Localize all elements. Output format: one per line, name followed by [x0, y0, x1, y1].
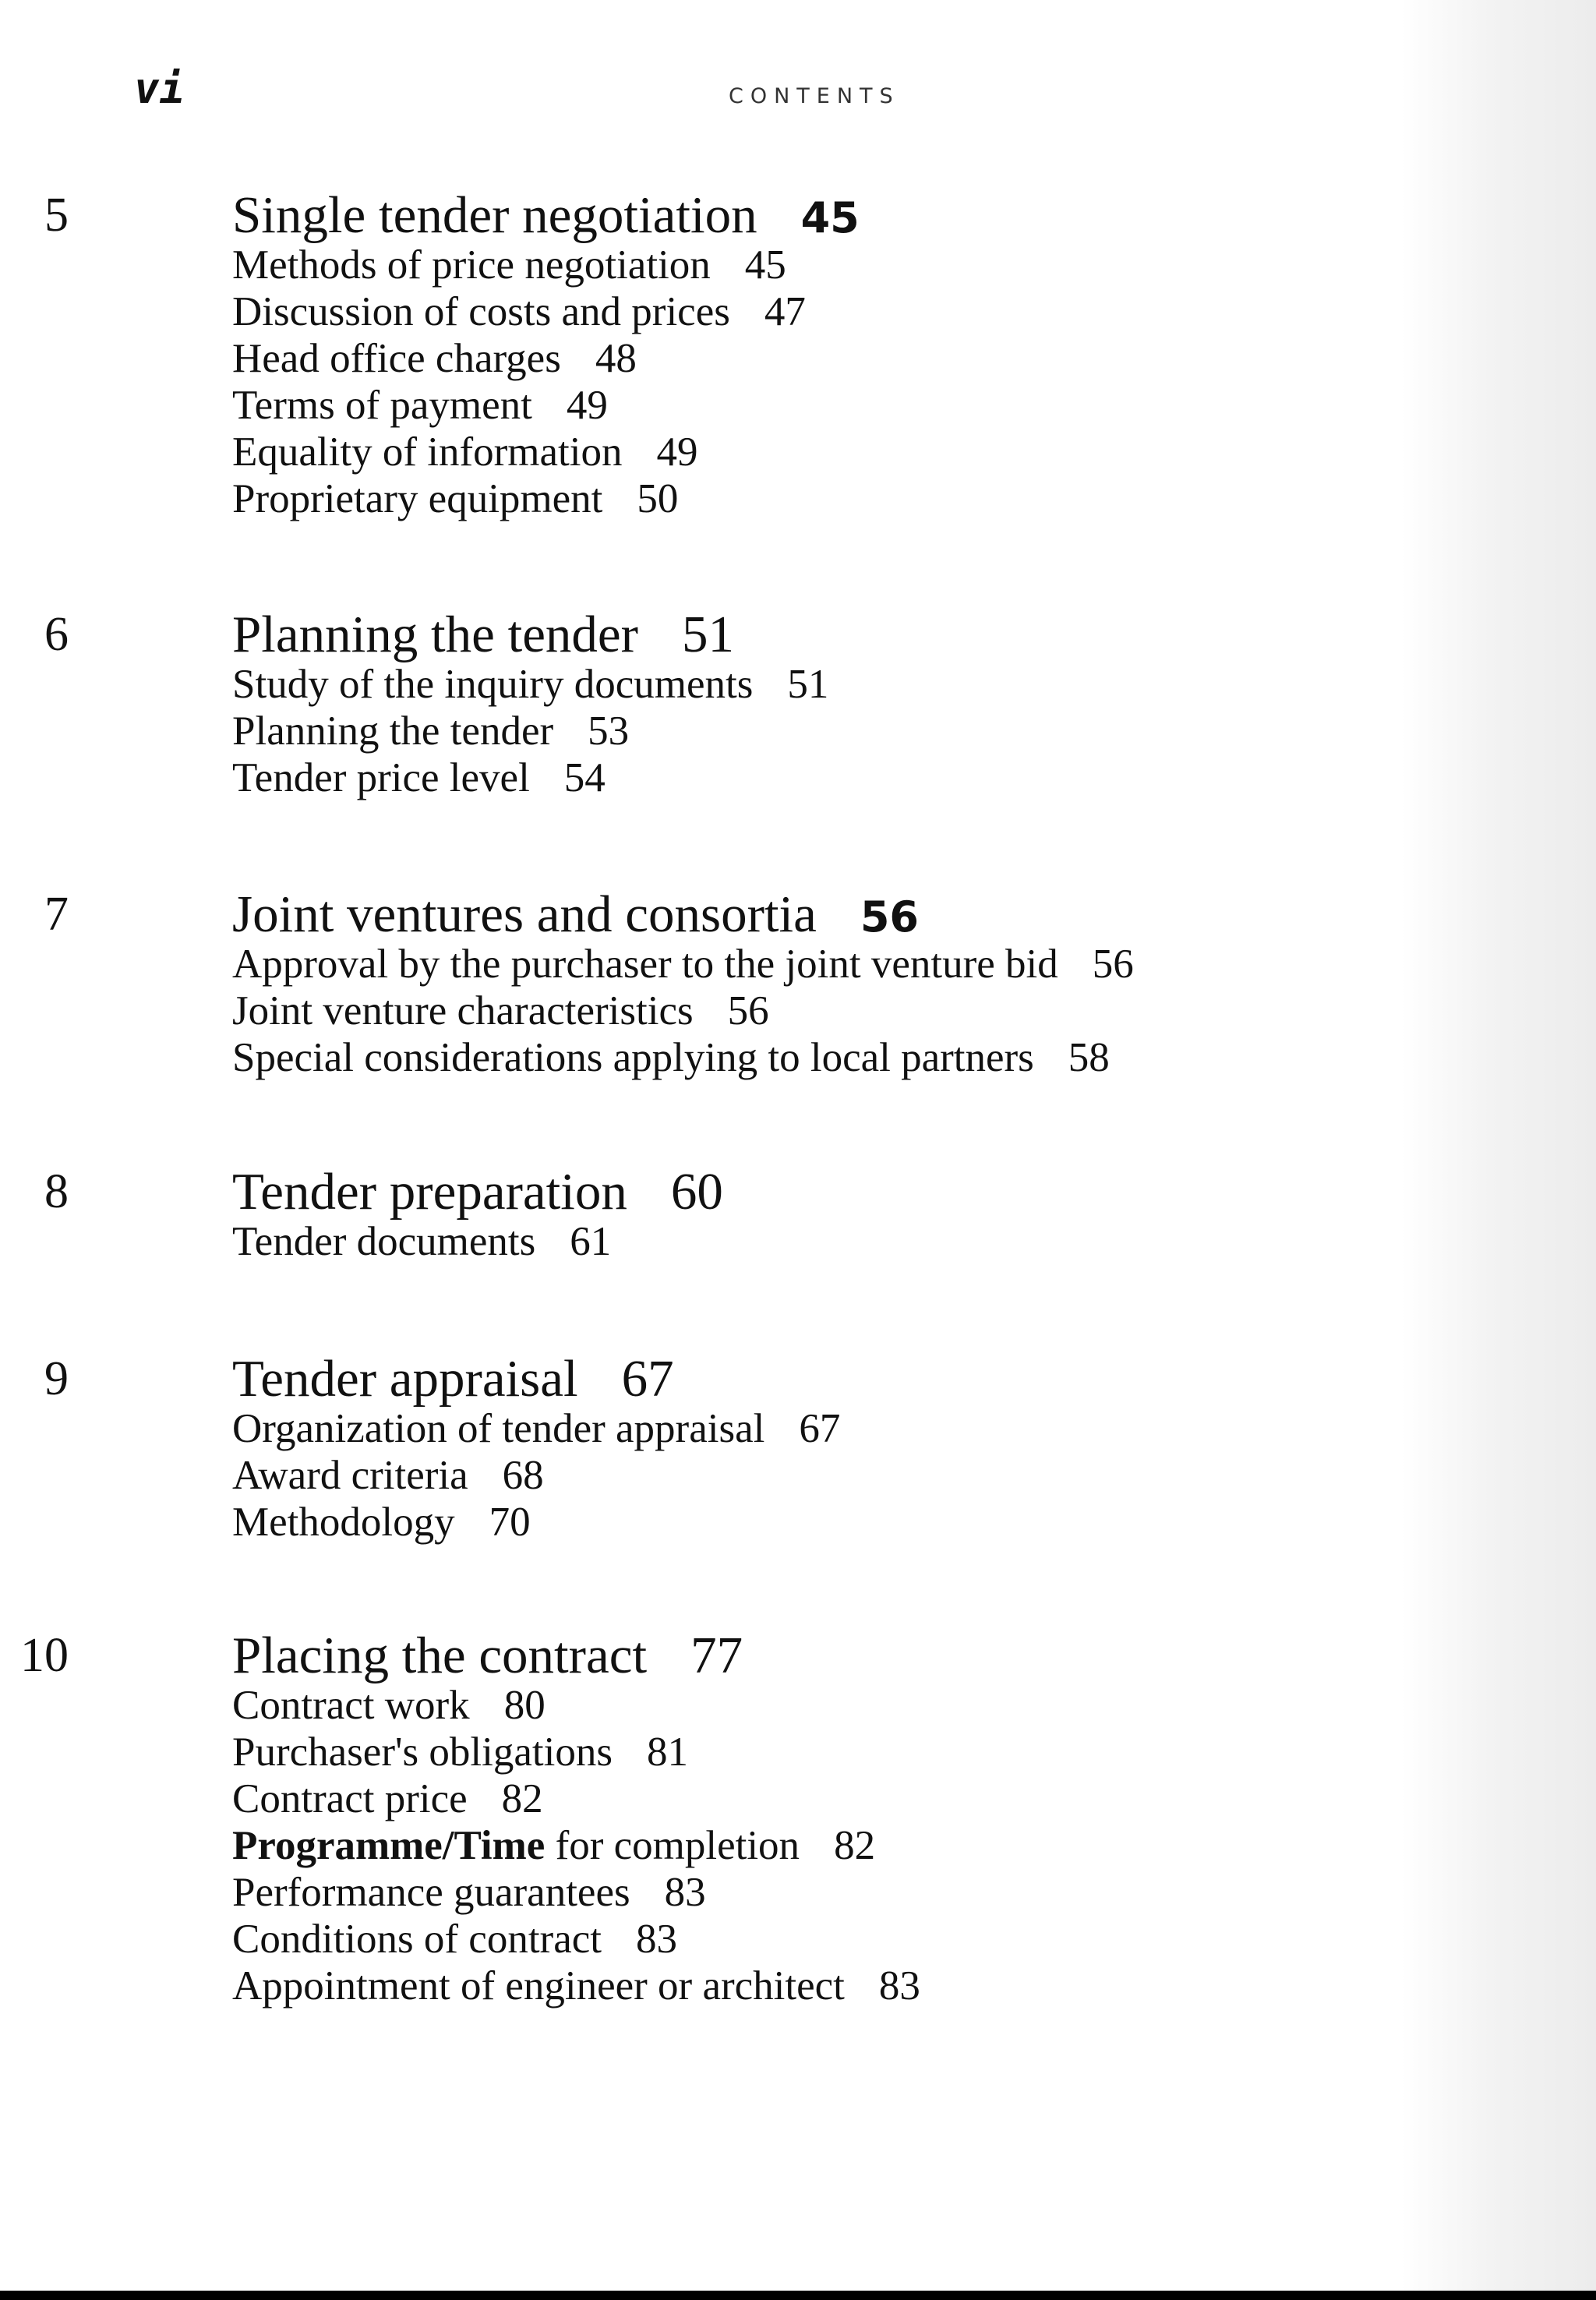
section-entry[interactable]: Approval by the purchaser to the joint venture bid 56	[232, 942, 1134, 987]
chapter-page-number: 56	[860, 892, 920, 942]
section-entry[interactable]: Special considerations applying to local partners 58	[232, 1035, 1110, 1080]
section-page-number: 81	[646, 1729, 688, 1775]
chapter-heading[interactable]	[0, 885, 1481, 943]
chapter-title: Tender preparation 60	[232, 1163, 723, 1221]
section-entry[interactable]: Planning the tender 53	[232, 708, 630, 754]
chapter-page-number: 60	[670, 1163, 723, 1221]
section-page-number: 54	[563, 755, 606, 800]
chapter-heading[interactable]	[0, 1163, 1481, 1221]
section-page-number: 56	[727, 988, 769, 1033]
section-entry[interactable]: Performance guarantees 83	[232, 1870, 706, 1915]
section-list	[232, 941, 1481, 1081]
chapter-number: 6	[44, 608, 69, 661]
chapter-title: Placing the contract 77	[232, 1627, 743, 1684]
section-list	[232, 1682, 1481, 2009]
chapter-page-number: 77	[690, 1627, 743, 1684]
chapter-heading[interactable]	[0, 186, 1481, 244]
section-entry[interactable]: Contract work 80	[232, 1683, 546, 1728]
section-page-number: 50	[637, 476, 679, 521]
section-page-number: 49	[566, 383, 608, 428]
chapter-5	[0, 186, 1481, 522]
section-page-number: 83	[878, 1963, 920, 2009]
chapter-heading[interactable]	[0, 1629, 1481, 1682]
section-entry[interactable]: Programme/Time for completion 82	[232, 1823, 876, 1868]
chapter-title: Tender appraisal 67	[232, 1350, 674, 1408]
section-entry[interactable]: Award criteria 68	[232, 1453, 544, 1498]
section-page-number: 70	[489, 1500, 531, 1545]
section-page-number: 83	[635, 1917, 677, 1962]
section-page-number: 56	[1092, 942, 1134, 987]
section-entry[interactable]: Discussion of costs and prices 47	[232, 289, 806, 334]
section-page-number: 58	[1068, 1035, 1110, 1080]
section-page-number: 49	[656, 429, 698, 475]
section-list	[232, 242, 1481, 522]
chapter-10	[0, 1629, 1481, 2009]
chapter-number: 9	[44, 1352, 69, 1405]
section-list	[232, 1218, 1481, 1265]
section-entry[interactable]: Methods of price negotiation 45	[232, 242, 786, 288]
page-folio: vi	[134, 64, 185, 113]
chapter-title: Joint ventures and consortia 56	[232, 885, 920, 943]
chapter-page-number: 45	[800, 193, 860, 242]
section-entry[interactable]: Proprietary equipment 50	[232, 476, 679, 521]
section-page-number: 47	[764, 289, 806, 334]
chapter-page-number: 51	[681, 606, 734, 663]
section-page-number: 51	[787, 662, 829, 707]
section-page-number: 53	[588, 708, 630, 754]
section-entry[interactable]: Tender price level 54	[232, 755, 606, 800]
section-entry[interactable]: Head office charges 48	[232, 336, 637, 381]
section-entry[interactable]: Appointment of engineer or architect 83	[232, 1963, 920, 2009]
chapter-number: 7	[44, 888, 69, 941]
section-page-number: 80	[503, 1683, 546, 1728]
chapter-heading[interactable]	[0, 1350, 1481, 1408]
section-list	[232, 1405, 1481, 1546]
running-head: CONTENTS	[729, 84, 900, 108]
section-entry[interactable]: Study of the inquiry documents 51	[232, 662, 829, 707]
chapter-9	[0, 1352, 1481, 1546]
section-page-number: 82	[501, 1776, 543, 1821]
section-page-number: 83	[664, 1870, 706, 1915]
section-entry[interactable]: Methodology 70	[232, 1500, 531, 1545]
chapter-number: 10	[20, 1629, 69, 1682]
section-entry[interactable]: Tender documents 61	[232, 1219, 612, 1264]
section-page-number: 67	[799, 1406, 841, 1451]
chapter-7	[0, 885, 1481, 1081]
section-entry[interactable]: Purchaser's obligations 81	[232, 1729, 688, 1775]
section-entry[interactable]: Terms of payment 49	[232, 383, 608, 428]
scan-bottom-edge	[0, 2291, 1596, 2300]
chapter-heading[interactable]	[0, 608, 1481, 661]
chapter-title: Single tender negotiation 45	[232, 186, 860, 244]
chapter-number: 8	[44, 1165, 69, 1218]
section-entry[interactable]: Organization of tender appraisal 67	[232, 1406, 841, 1451]
chapter-title: Planning the tender 51	[232, 606, 734, 663]
section-page-number: 45	[744, 242, 786, 288]
section-page-number: 48	[595, 336, 637, 381]
section-page-number: 61	[570, 1219, 612, 1264]
section-entry[interactable]: Contract price 82	[232, 1776, 543, 1821]
chapter-page-number: 67	[621, 1350, 674, 1408]
section-entry[interactable]: Conditions of contract 83	[232, 1917, 677, 1962]
chapter-number: 5	[44, 189, 69, 242]
section-page-number: 82	[834, 1823, 876, 1868]
section-page-number: 68	[502, 1453, 544, 1498]
section-entry[interactable]: Equality of information 49	[232, 429, 698, 475]
chapter-6	[0, 608, 1481, 801]
chapter-8	[0, 1165, 1481, 1265]
section-entry[interactable]: Joint venture characteristics 56	[232, 988, 769, 1033]
section-list	[232, 661, 1481, 801]
